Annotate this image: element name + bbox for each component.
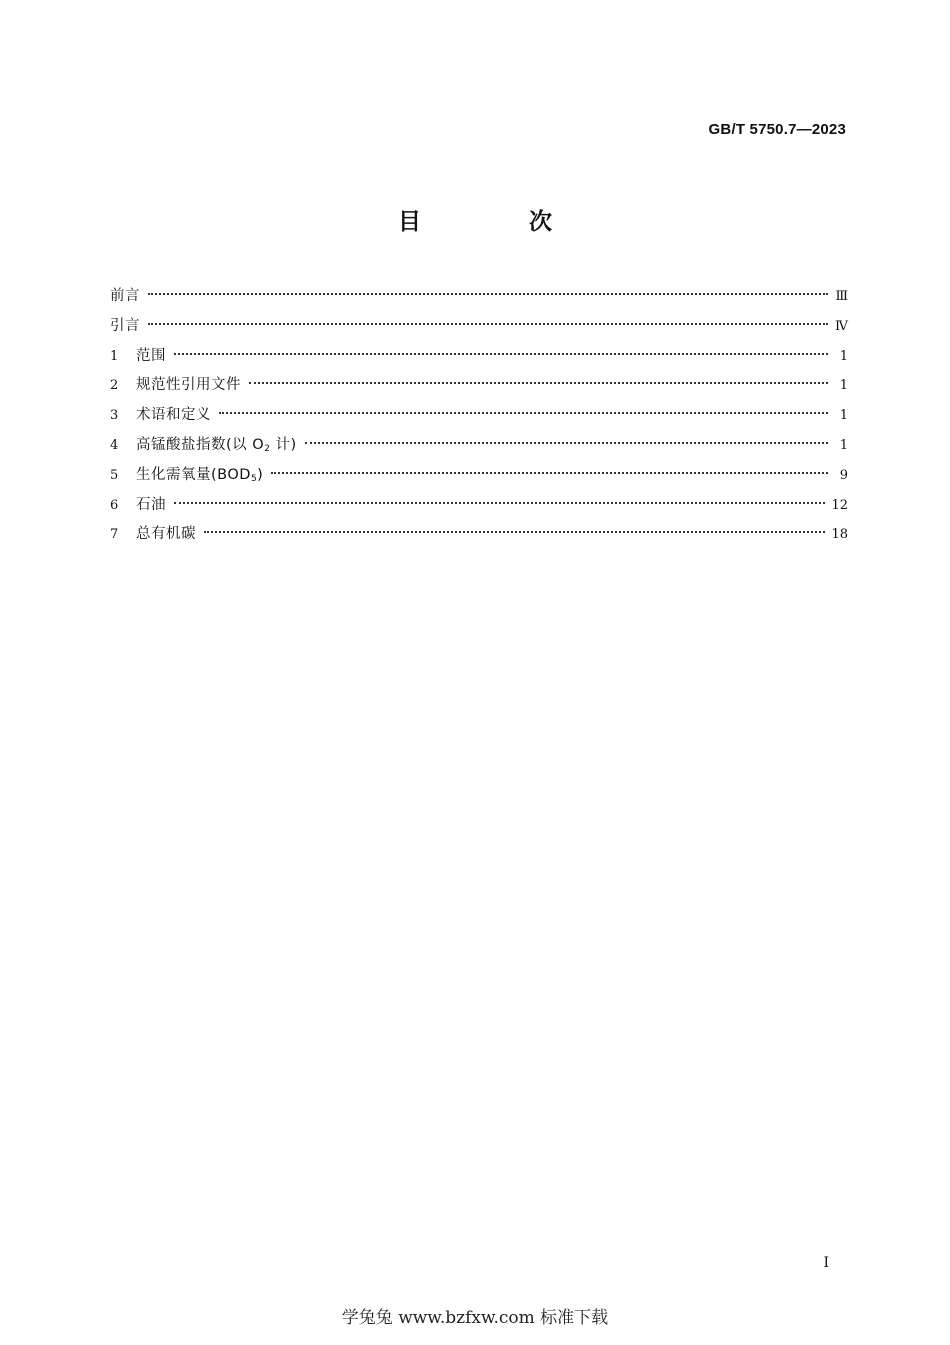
toc-entry-label-tail: 计) [270, 436, 297, 453]
toc-entry-label: 规范性引用文件 [136, 377, 241, 394]
toc-entry-label [136, 433, 297, 461]
toc-entry-label: 引言 [110, 317, 140, 334]
toc-entry-petroleum[interactable] [110, 493, 848, 523]
toc-entry-page: 1 [839, 408, 848, 424]
toc-entry-page: Ⅲ [835, 289, 848, 304]
toc-entry-introduction[interactable] [110, 314, 848, 344]
toc-entry-permanganate-index[interactable] [110, 433, 848, 463]
toc-entry-page: 18 [831, 527, 848, 543]
toc-entry-page: Ⅳ [835, 318, 848, 334]
toc-leader-dots [174, 502, 825, 504]
standard-code: GB/T 5750.7—2023 [708, 121, 846, 138]
toc-leader-dots [249, 382, 828, 384]
toc-entry-bod5[interactable] [110, 463, 848, 493]
toc-entry-page: 1 [839, 437, 848, 453]
toc-entry-label-main: 高锰酸盐指数(以 O [136, 436, 265, 453]
toc-leader-dots [148, 323, 828, 325]
watermark-text: 学兔兔 www.bzfxw.com 标准下载 [341, 1308, 609, 1328]
toc-entry-page: 12 [831, 497, 848, 513]
toc-entry-normative-references[interactable] [110, 373, 848, 403]
toc-entry-number: 1 [110, 348, 119, 364]
toc-entry-terms-definitions[interactable] [110, 403, 848, 433]
toc-entry-label: 范围 [136, 347, 166, 364]
toc-entry-number: 6 [110, 497, 119, 513]
toc-leader-dots [219, 412, 828, 414]
toc-entry-label: 术语和定义 [136, 407, 211, 424]
toc-entry-foreword[interactable] [110, 284, 848, 314]
toc-list [110, 284, 848, 552]
toc-entry-page: 1 [839, 378, 848, 394]
toc-entry-number: 7 [110, 527, 119, 543]
toc-leader-dots [271, 472, 828, 474]
toc-entry-number: 2 [110, 378, 119, 394]
toc-entry-label-main: 生化需氧量(BOD [136, 466, 251, 483]
toc-leader-dots [204, 531, 825, 533]
toc-entry-label: 总有机碳 [136, 526, 196, 543]
toc-entry-scope[interactable] [110, 344, 848, 374]
toc-entry-number: 5 [110, 467, 119, 483]
toc-entry-number: 4 [110, 437, 119, 453]
toc-entry-label [136, 463, 263, 491]
toc-entry-page: 1 [839, 348, 848, 364]
toc-entry-page: 9 [839, 467, 848, 483]
toc-entry-label-subscript: 5 [250, 473, 258, 484]
toc-leader-dots [174, 353, 828, 355]
page-number: I [823, 1255, 829, 1271]
toc-entry-total-organic-carbon[interactable] [110, 522, 848, 552]
toc-entry-label-tail: ) [257, 466, 264, 483]
toc-leader-dots [148, 293, 828, 295]
toc-leader-dots [305, 442, 828, 444]
toc-entry-number: 3 [110, 408, 119, 424]
toc-entry-label: 石油 [136, 496, 166, 513]
toc-title: 目 次 [397, 209, 602, 235]
toc-entry-label: 前言 [110, 288, 140, 304]
toc-entry-label-subscript: 2 [264, 443, 271, 454]
